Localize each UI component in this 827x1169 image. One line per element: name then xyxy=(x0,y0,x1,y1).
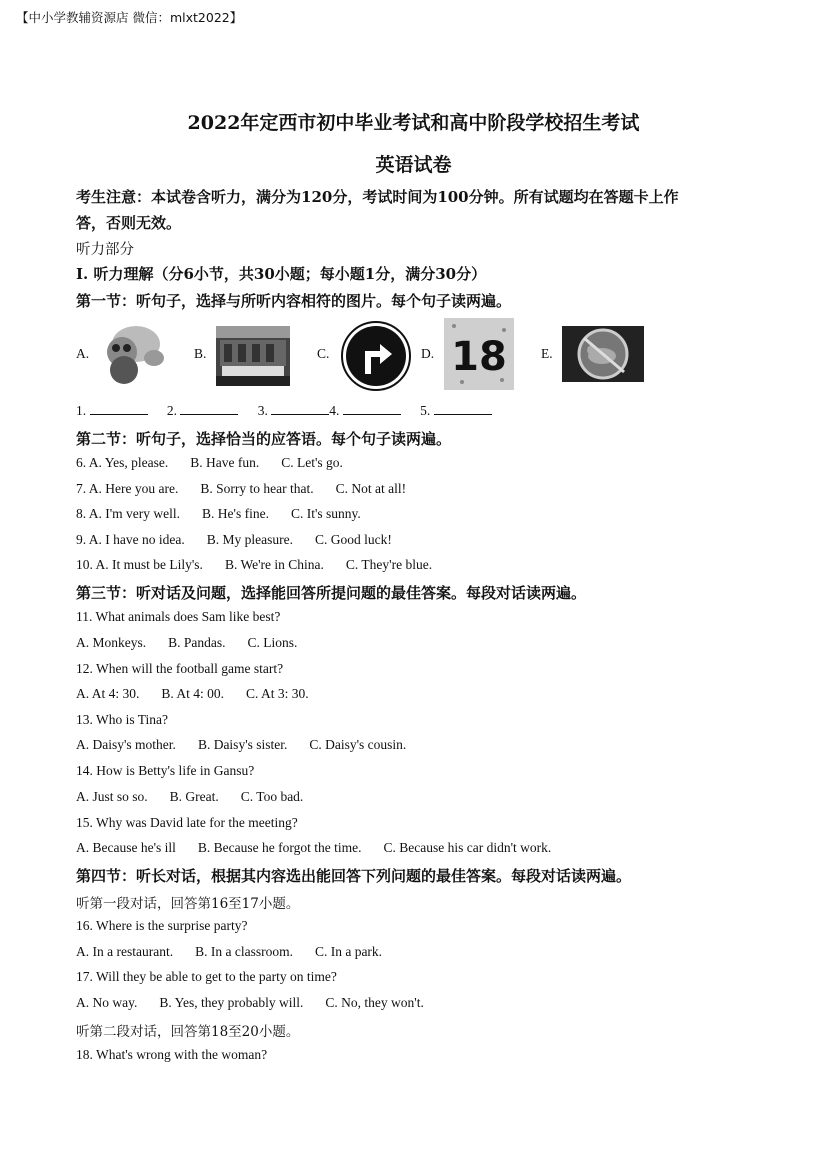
option: C. At 3: 30. xyxy=(246,686,309,701)
option: A. Monkeys. xyxy=(76,635,147,650)
option: C. No, they won't. xyxy=(325,995,424,1010)
question-8 xyxy=(76,506,361,522)
option: 6. A. Yes, please. xyxy=(76,455,169,470)
section1-heading: I. 听力理解（分6小节，共30小题；每小题1分，满分30分） xyxy=(76,265,487,283)
question-7 xyxy=(76,481,406,497)
question-17-text: 17. Will they be able to get to the party on time? xyxy=(76,969,337,984)
option: C. Lions. xyxy=(247,635,298,650)
option: A. At 4: 30. xyxy=(76,686,140,701)
option: B. We're in China. xyxy=(224,557,324,572)
pic-label-c: C. xyxy=(317,346,330,361)
answer-blank-2[interactable]: 2. xyxy=(167,402,239,419)
option: C. It's sunny. xyxy=(290,506,361,521)
option: B. At 4: 00. xyxy=(161,686,225,701)
sec2-heading: 第二节：听句子，选择恰当的应答语。每个句子读两遍。 xyxy=(76,430,452,448)
question-14-text: 14. How is Betty's life in Gansu? xyxy=(76,763,255,778)
building-photo-icon xyxy=(216,326,290,386)
question-11-text: 11. What animals does Sam like best? xyxy=(76,609,281,624)
exam-subtitle: 英语试卷 xyxy=(375,154,452,176)
option: 10. A. It must be Lily's. xyxy=(76,557,203,572)
turn-right-sign-icon xyxy=(340,320,412,392)
option: 9. A. I have no idea. xyxy=(76,532,185,547)
question-17-options xyxy=(76,995,424,1011)
option: C. Not at all! xyxy=(335,481,407,496)
option: B. Because he forgot the time. xyxy=(197,840,362,855)
option: B. Daisy's sister. xyxy=(197,737,288,752)
dialog1-note: 听第一段对话，回答第16至17小题。 xyxy=(76,896,300,912)
pic-label-b: B. xyxy=(194,346,207,361)
notice-line-1: 考生注意：本试卷含听力，满分为120分，考试时间为100分钟。所有试题均在答题卡上作 xyxy=(76,188,679,206)
question-16-text: 16. Where is the surprise party? xyxy=(76,918,248,933)
question-15-options xyxy=(76,840,551,856)
option: B. My pleasure. xyxy=(206,532,293,547)
option: A. Just so so. xyxy=(76,789,148,804)
sec4-heading: 第四节：听长对话，根据其内容选出能回答下列问题的最佳答案。每段对话读两遍。 xyxy=(76,867,632,885)
question-10 xyxy=(76,557,432,573)
question-11-options xyxy=(76,635,297,651)
pic-label-d: D. xyxy=(421,346,435,361)
option: C. Daisy's cousin. xyxy=(309,737,407,752)
question-13-text: 13. Who is Tina? xyxy=(76,712,169,727)
question-12-text: 12. When will the football game start? xyxy=(76,661,284,676)
option: B. Sorry to hear that. xyxy=(200,481,314,496)
question-18-text: 18. What's wrong with the woman? xyxy=(76,1047,268,1062)
answer-blank-1[interactable]: 1. xyxy=(76,402,148,419)
question-14-options xyxy=(76,789,303,805)
header-note: 【中小学教辅资源店 微信：mlxt2022】 xyxy=(16,10,243,25)
option: B. Have fun. xyxy=(190,455,260,470)
sec3-heading: 第三节：听对话及问题，选择能回答所提问题的最佳答案。每段对话读两遍。 xyxy=(76,584,587,602)
option: C. Let's go. xyxy=(281,455,343,470)
option: C. Because his car didn't work. xyxy=(383,840,552,855)
part-listening: 听力部分 xyxy=(76,242,134,258)
question-13-options xyxy=(76,737,406,753)
answer-blank-5[interactable]: 5. xyxy=(420,402,492,419)
number-18-icon xyxy=(444,318,514,390)
answer-blank-3[interactable]: 3. xyxy=(258,402,330,419)
option: A. Daisy's mother. xyxy=(76,737,176,752)
option: B. Pandas. xyxy=(168,635,226,650)
sec1-heading: 第一节：听句子，选择与所听内容相符的图片。每个句子读两遍。 xyxy=(76,292,512,310)
answer-blank-4[interactable]: 4. xyxy=(329,402,401,419)
question-15-text: 15. Why was David late for the meeting? xyxy=(76,815,298,830)
pic-label-a: A. xyxy=(76,346,90,361)
question-6 xyxy=(76,455,343,471)
picture-answer-blanks xyxy=(76,402,508,419)
pic-label-e: E. xyxy=(541,346,553,361)
exam-title: 2022年定西市初中毕业考试和高中阶段学校招生考试 xyxy=(187,112,640,134)
notice-line-2: 答，否则无效。 xyxy=(76,214,182,232)
question-9 xyxy=(76,532,392,548)
dialog2-note: 听第二段对话，回答第18至20小题。 xyxy=(76,1024,300,1040)
option: C. Good luck! xyxy=(314,532,392,547)
option: B. Great. xyxy=(169,789,219,804)
option: A. No way. xyxy=(76,995,138,1010)
option: 8. A. I'm very well. xyxy=(76,506,181,521)
no-dogs-sign-icon xyxy=(562,326,644,382)
option: C. In a park. xyxy=(314,944,383,959)
option: B. In a classroom. xyxy=(195,944,293,959)
option: C. Too bad. xyxy=(240,789,304,804)
option: A. In a restaurant. xyxy=(76,944,174,959)
question-16-options xyxy=(76,944,382,960)
option: C. They're blue. xyxy=(345,557,433,572)
option: 7. A. Here you are. xyxy=(76,481,179,496)
question-12-options xyxy=(76,686,309,702)
option: A. Because he's ill xyxy=(76,840,176,855)
panda-photo-icon xyxy=(100,318,170,386)
number-18-text: 18 xyxy=(451,334,507,380)
option: B. He's fine. xyxy=(202,506,269,521)
option: B. Yes, they probably will. xyxy=(159,995,304,1010)
